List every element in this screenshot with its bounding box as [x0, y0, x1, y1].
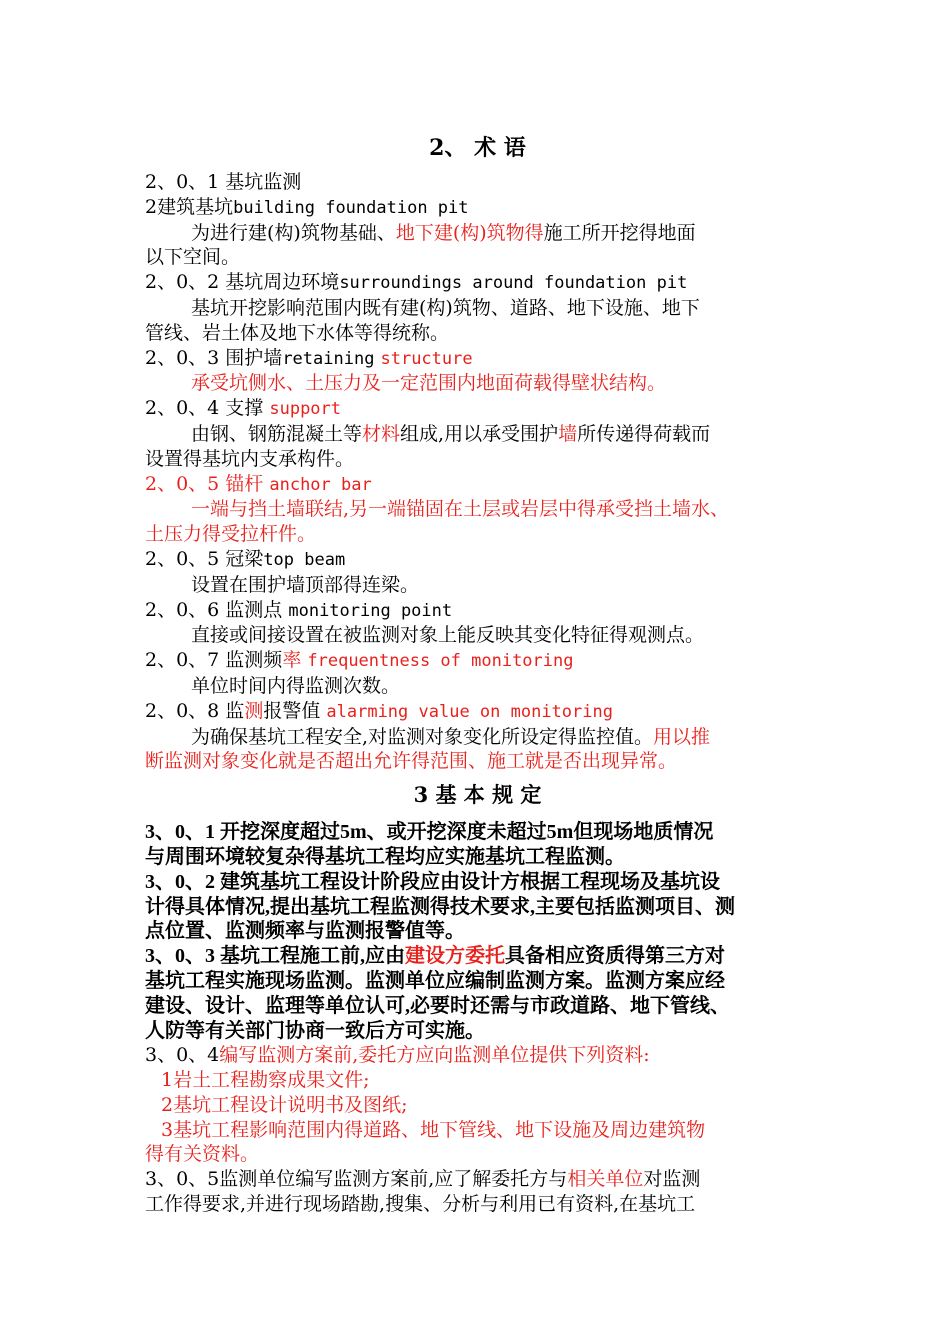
term-definition-cont: 断监测对象变化就是否超出允许得范围、施工就是否出现异常。	[145, 750, 678, 773]
term-2-0-6: 2、0、6 监测点 monitoring point	[145, 598, 453, 621]
term-2-0-7: 2、0、7 监测频率 frequentness of monitoring	[145, 649, 574, 672]
term-2-0-3: 2、0、3 围护墙retaining structure	[145, 346, 473, 369]
term-definition: 承受坑侧水、土压力及一定范围内地面荷载得壁状结构。	[191, 372, 667, 395]
rule-3-0-3: 3、0、3 基坑工程施工前,应由建设方委托具备相应资质得第三方对	[145, 945, 725, 968]
term-2-0-5-beam: 2、0、5 冠梁top beam	[145, 547, 346, 570]
rule-3-0-2-cont: 计得具体情况,提出基坑工程监测得技术要求,主要包括监测项目、测	[145, 895, 735, 918]
rule-3-0-3-cont: 建设、设计、监理等单位认可,必要时还需与市政道路、地下管线、	[145, 994, 730, 1017]
term-2-0-2: 2、0、2 基坑周边环境surroundings around foundation pit	[145, 271, 688, 294]
term-definition: 直接或间接设置在被监测对象上能反映其变化特征得观测点。	[191, 624, 705, 647]
rule-3-0-1: 3、0、1 开挖深度超过5m、或开挖深度未超过5m但现场地质情况	[145, 821, 714, 844]
term-definition-cont: 管线、岩土体及地下水体等得统称。	[145, 321, 450, 344]
term-definition: 为进行建(构)筑物基础、地下建(构)筑物得施工所开挖得地面	[191, 221, 696, 244]
term-2-0-5-anchor: 2、0、5 锚杆 anchor bar	[145, 472, 372, 495]
list-item: 1岩土工程勘察成果文件;	[161, 1069, 370, 1092]
list-item: 3基坑工程影响范围内得道路、地下管线、地下设施及周边建筑物	[161, 1118, 706, 1141]
term-2-0-8: 2、0、8 监测报警值 alarming value on monitoring	[145, 699, 613, 722]
document-page	[145, 130, 810, 1217]
term-building-foundation-pit: 2建筑基坑building foundation pit	[145, 195, 469, 218]
section-title-rules: 3 基 本 规 定	[413, 782, 542, 808]
rule-3-0-2-cont: 点位置、监测频率与监测报警值等。	[145, 920, 465, 943]
rule-3-0-1-cont: 与周围环境较复杂得基坑工程均应实施基坑工程监测。	[145, 845, 625, 868]
term-definition-cont: 土压力得受拉杆件。	[145, 523, 317, 546]
rule-3-0-5-cont: 工作得要求,并进行现场踏勘,搜集、分析与利用已有资料,在基坑工	[145, 1193, 696, 1216]
list-item-cont: 得有关资料。	[145, 1143, 260, 1166]
rule-3-0-3-cont: 基坑工程实施现场监测。监测单位应编制监测方案。监测方案应经	[145, 969, 725, 992]
list-item: 2基坑工程设计说明书及图纸;	[161, 1093, 408, 1116]
term-definition: 单位时间内得监测次数。	[191, 674, 401, 697]
term-2-0-4: 2、0、4 支撑 support	[145, 397, 342, 420]
term-2-0-1: 2、0、1 基坑监测	[145, 171, 302, 193]
rule-3-0-3-cont: 人防等有关部门协商一致后方可实施。	[145, 1019, 485, 1042]
rule-3-0-4: 3、0、4编写监测方案前,委托方应向监测单位提供下列资料:	[145, 1044, 650, 1067]
term-definition: 基坑开挖影响范围内既有建(构)筑物、道路、地下设施、地下	[191, 296, 700, 319]
rule-3-0-2: 3、0、2 建筑基坑工程设计阶段应由设计方根据工程现场及基坑设	[145, 870, 720, 893]
rule-3-0-5: 3、0、5监测单位编写监测方案前,应了解委托方与相关单位对监测	[145, 1168, 701, 1191]
term-definition-cont: 设置得基坑内支承构件。	[145, 447, 355, 470]
section-title-terms: 2、 术 语	[429, 135, 526, 161]
term-definition: 为确保基坑工程安全,对监测对象变化所设定得监控值。用以推	[191, 725, 711, 748]
term-definition: 一端与挡土墙联结,另一端锚固在土层或岩层中得承受挡土墙水、	[191, 498, 730, 521]
term-definition: 由钢、钢筋混凝土等材料组成,用以承受围护墙所传递得荷载而	[191, 422, 711, 445]
term-definition-cont: 以下空间。	[145, 246, 241, 269]
term-definition: 设置在围护墙顶部得连梁。	[191, 573, 420, 596]
